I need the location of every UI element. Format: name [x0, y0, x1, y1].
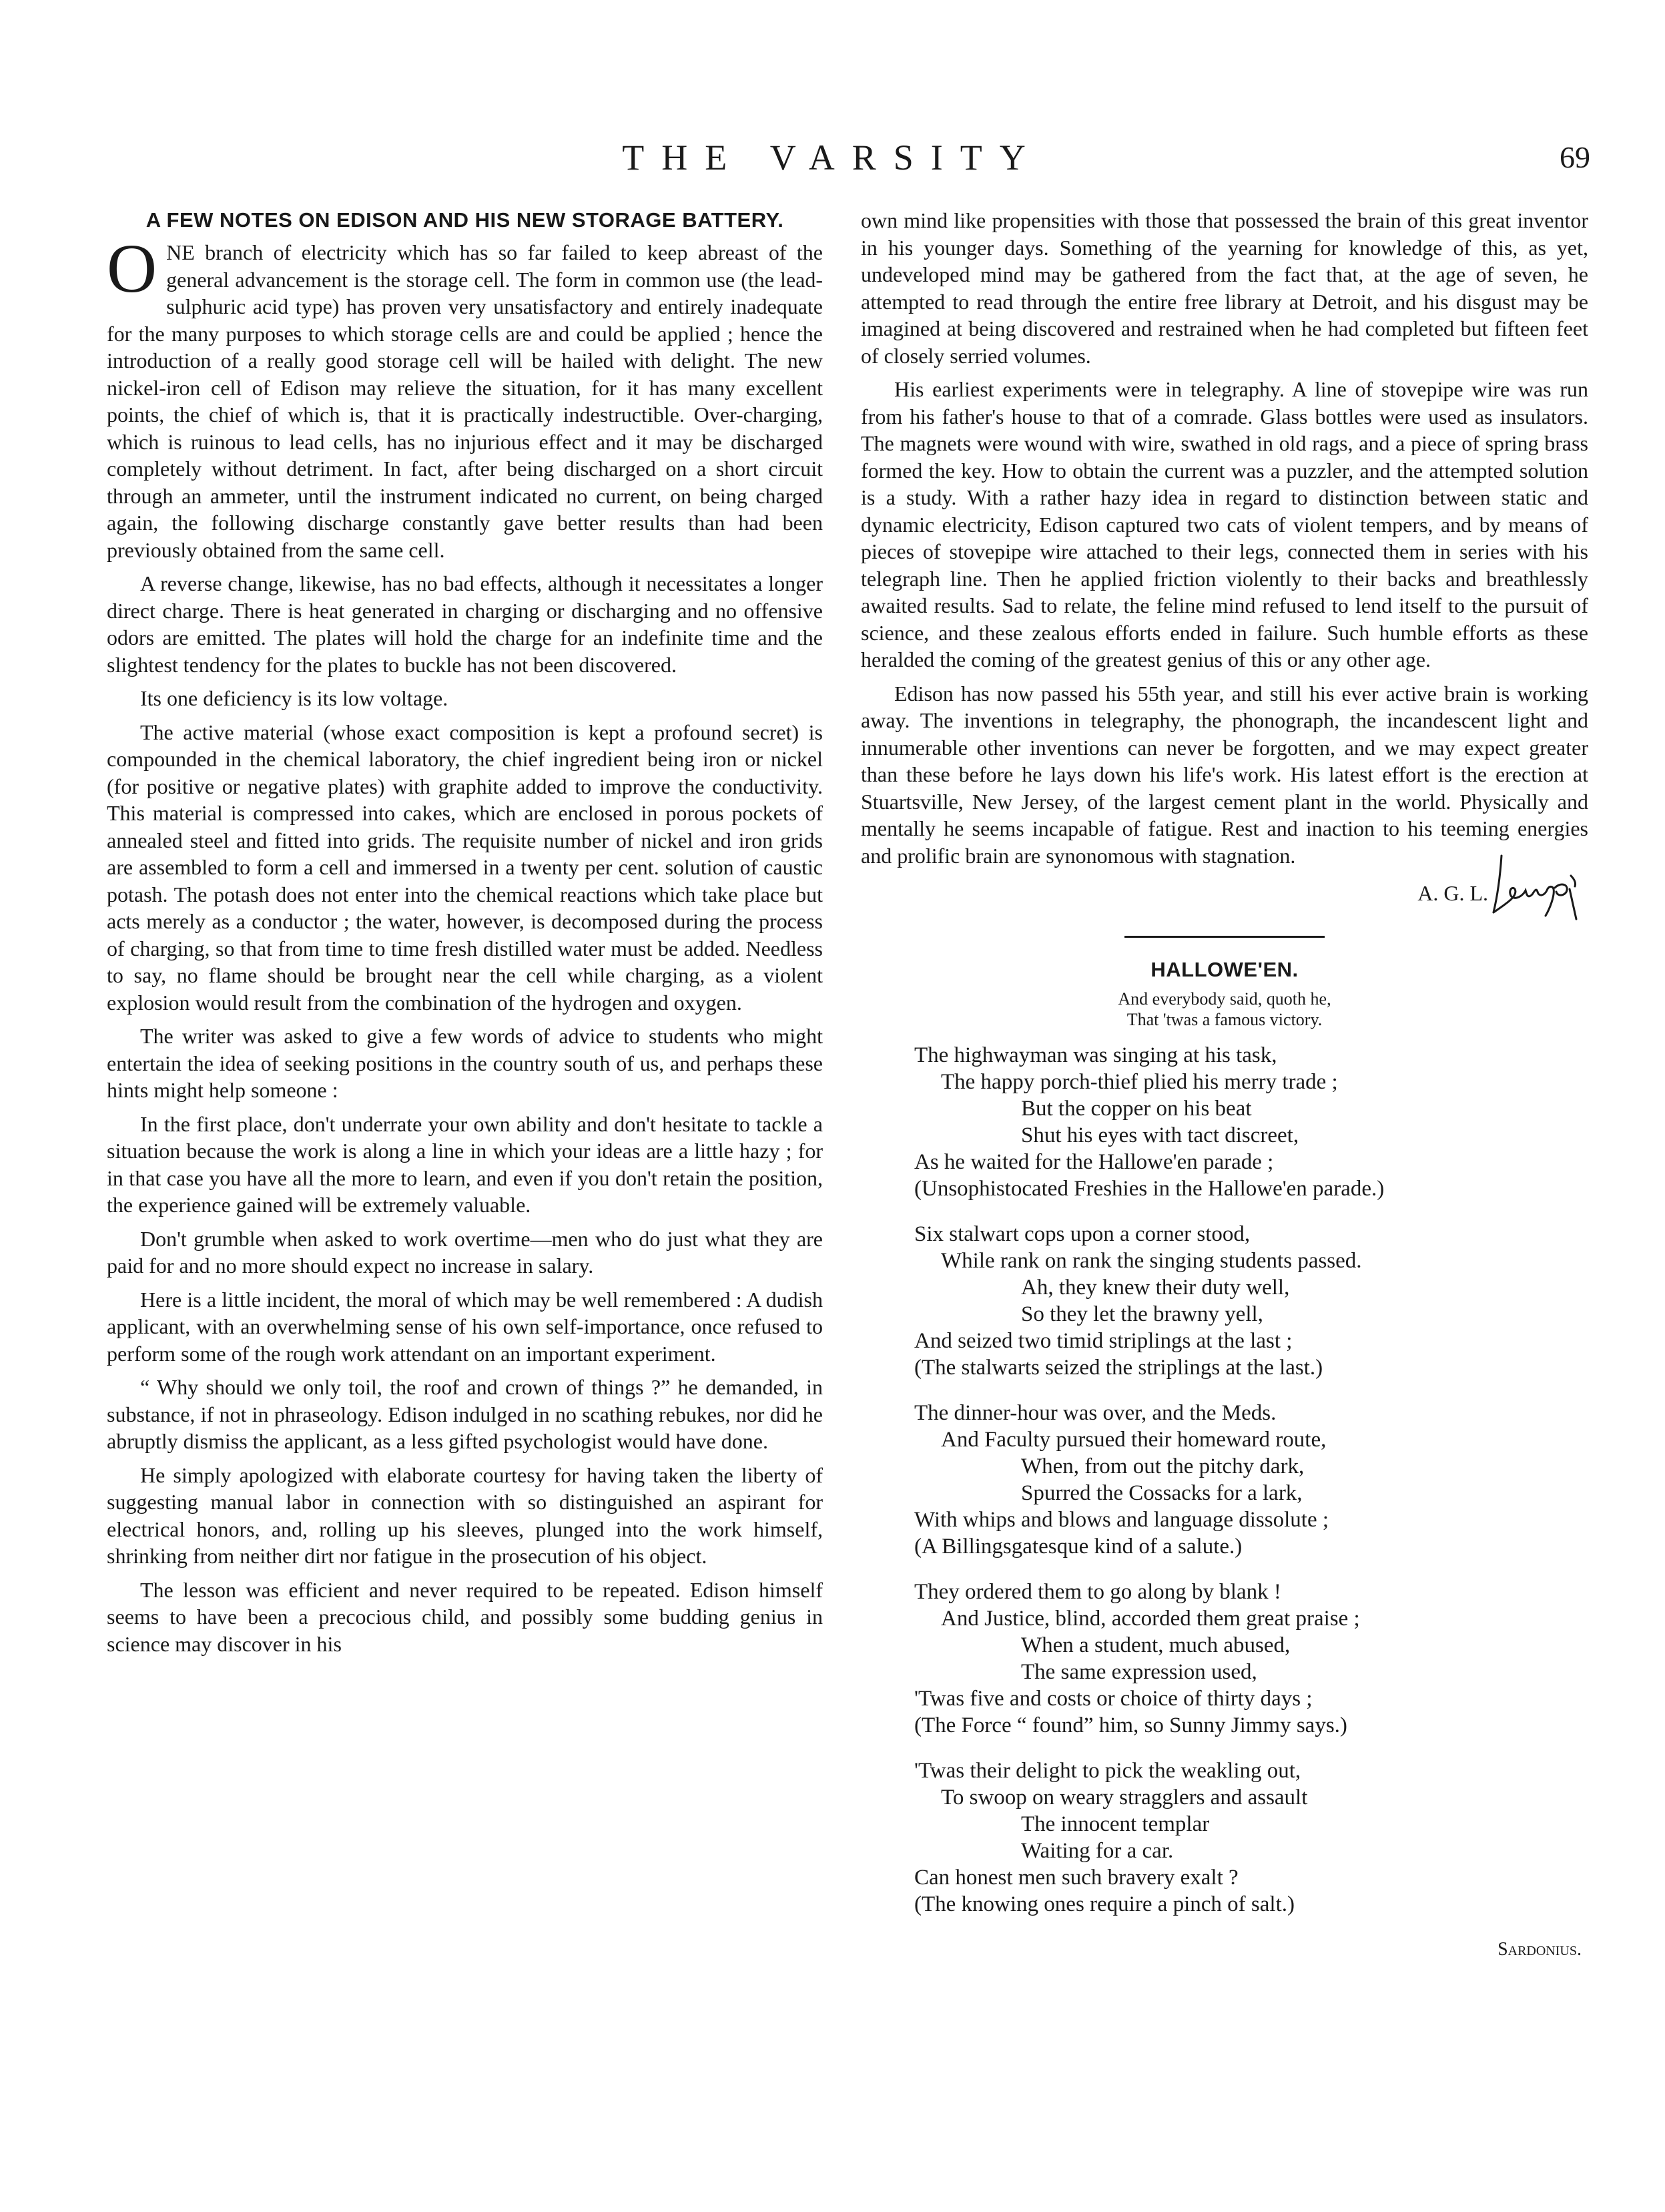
article-paragraph: “ Why should we only toil, the roof and crown of things ?” he demanded, in substance, if not in phraseology. Edison indulged in no scathing rebukes, nor did he abruptly dismiss the applicant, as a less gifted psychologist would have done. — [107, 1375, 823, 1453]
poem-epigraph — [861, 989, 1588, 1030]
section-divider — [1124, 936, 1325, 938]
article-paragraph: He simply apologized with elaborate courtesy for having taken the liberty of suggesting manual labor in connection with so distinguished an aspirant for electrical honors, and, rolling up his sleeves, plunged into the work himself, shrinking from neither dirt nor fatigue in the prosecution of his object. — [107, 1462, 823, 1568]
poem-line: While rank on rank the singing students passed. — [941, 1249, 1362, 1273]
poem-line: 'Twas five and costs or choice of thirty days ; — [914, 1687, 1313, 1711]
handwritten-signature-icon — [1488, 849, 1582, 922]
poem-line: (The knowing ones require a pinch of salt.) — [914, 1892, 1295, 1916]
poem-line: And Justice, blind, accorded them great praise ; — [941, 1607, 1360, 1631]
article-signature — [861, 876, 1588, 916]
poem-line: The same expression used, — [1021, 1660, 1257, 1684]
first-paragraph-text: NE branch of electricity which has so far failed to keep abreast of the general advancement is the storage cell. The form in common use (the lead-sulphuric acid type) has proven very unsatisfactory and entirely inadequate for the many purposes to which storage cells are and could be applied ; hence the introduction of a really good storage cell will be hailed with delight. The new nickel-iron cell of Edison may relieve the situation, for it has many excellent points, the chief of which is, that it is practically indestructible. Over-charging, which is ruinous to lead cells, has no injurious effect and it may be discharged completely without detriment. In fact, after being discharged on a short circuit through an ammeter, until the instrument indicated no current, on being charged again, the following discharge constantly gave better results than had been previously obtained from the same cell. — [107, 240, 823, 562]
poem-line: (The Force “ found” him, so Sunny Jimmy says.) — [914, 1713, 1347, 1737]
poem-stanza — [914, 1757, 1588, 1918]
poem-line: When a student, much abused, — [1021, 1633, 1291, 1657]
article-paragraph: Don't grumble when asked to work overtime—men who do just what they are paid for and no more should expect no increase in salary. — [107, 1226, 823, 1278]
poem-line: The dinner-hour was over, and the Meds. — [914, 1401, 1277, 1425]
left-column — [107, 207, 823, 1664]
poem-line: When, from out the pitchy dark, — [1021, 1454, 1305, 1478]
drop-cap: O — [107, 230, 157, 307]
article-first-paragraph — [107, 230, 823, 563]
article-paragraph: The writer was asked to give a few words of advice to students who might entertain the idea of seeking positions in the country south of us, and perhaps these hints might help someone : — [107, 1024, 823, 1102]
article-paragraph: Edison has now passed his 55th year, and still his ever active brain is working away. The inventions in telegraphy, the phonograph, the incandescent light and innumerable other inventions can never be forgotten, and we may expect greater than these before he lays down his life's work. His latest effort is the erection at Stuartsville, New Jersey, of the largest cement plant in the world. Physically and mentally he seems incapable of fatigue. Rest and inaction to his teeming energies and prolific brain are synonomous with stagnation. — [861, 681, 1588, 868]
poem-line: And seized two timid striplings at the last ; — [914, 1329, 1293, 1353]
signature-initials: A. G. L. — [1417, 881, 1488, 905]
right-column — [861, 207, 1588, 1964]
poem-line: 'Twas their delight to pick the weakling out, — [914, 1759, 1301, 1783]
poem-title: HALLOWE'EN. — [1150, 958, 1299, 981]
article-paragraph: Here is a little incident, the moral of which may be well remembered : A dudish applicant, with an overwhelming sense of his own self-importance, once refused to perform some of the rough work attendant on an important experiment. — [107, 1287, 823, 1366]
poem-line: Can honest men such bravery exalt ? — [914, 1866, 1239, 1890]
poem-line: And Faculty pursued their homeward route, — [941, 1428, 1327, 1452]
poem-line: To swoop on weary stragglers and assault — [941, 1785, 1308, 1810]
article-paragraph: A reverse change, likewise, has no bad effects, although it necessitates a longer direct charge. There is heat generated in charging or discharging and no offensive odors are emitted. The plates will hold the charge for an indefinite time and the slightest tendency for the plates to buckle has not been discovered. — [107, 571, 823, 677]
poem-line: Shut his eyes with tact discreet, — [1021, 1123, 1299, 1147]
poem-line: Six stalwart cops upon a corner stood, — [914, 1222, 1251, 1246]
poem-line: The happy porch-thief plied his merry trade ; — [941, 1070, 1338, 1094]
poem-stanza — [914, 1400, 1588, 1560]
poem-line: The highwayman was singing at his task, — [914, 1043, 1277, 1067]
article-continuation: own mind like propensities with those that possessed the brain of this great inventor in his younger days. Something of the yearning for knowledge of this, as yet, undeveloped mind may be gathered from the fact that, at the age of seven, he attempted to read through the entire free library at Detroit, and his disgust may be imagined at being discovered and restrained when he had completed but fifteen feet of closely serried volumes. — [861, 208, 1588, 368]
poem-stanza — [914, 1042, 1588, 1202]
poem-line: As he waited for the Hallowe'en parade ; — [914, 1150, 1274, 1174]
poem-line: They ordered them to go along by blank ! — [914, 1580, 1281, 1604]
poem-stanza — [914, 1221, 1588, 1381]
poem-line: The innocent templar — [1021, 1812, 1210, 1836]
poem-line: So they let the brawny yell, — [1021, 1302, 1263, 1326]
poem-line: Spurred the Cossacks for a lark, — [1021, 1481, 1303, 1505]
epigraph-line: That 'twas a famous victory. — [1126, 1010, 1323, 1029]
poem-line: With whips and blows and language dissolute ; — [914, 1508, 1329, 1532]
poem-stanza — [914, 1579, 1588, 1739]
article-paragraph: His earliest experiments were in telegraphy. A line of stovepipe wire was run from his father's house to that of a comrade. Glass bottles were used as insulators. The magnets were wound with wire, swathed in old rags, and a piece of spring brass formed the key. How to obtain the current was a puzzler, and the attempted solution is a study. With a rather hazy idea in regard to distinction between static and dynamic electricity, Edison captured two cats of violent tempers, and by means of pieces of stovepipe wire attached to their legs, connected them in series with his telegraph line. Then he applied friction violently to their backs and breathlessly awaited results. Sad to relate, the feline mind refused to lend itself to the pursuit of science, and these zealous efforts ended in failure. Such humble efforts as these heralded the coming of the greatest genius of this or any other age. — [861, 377, 1588, 671]
poem-line: (The stalwarts seized the striplings at the last.) — [914, 1356, 1323, 1380]
poem-line: Waiting for a car. — [1021, 1839, 1174, 1863]
poem-line: But the copper on his beat — [1021, 1097, 1252, 1121]
poem-body — [914, 1042, 1588, 1918]
article-paragraph: Its one deficiency is its low voltage. — [140, 686, 448, 710]
masthead — [0, 137, 1665, 190]
page-number: 69 — [1560, 140, 1590, 174]
poem-line: (A Billingsgatesque kind of a salute.) — [914, 1535, 1243, 1559]
article-title: A FEW NOTES ON EDISON AND HIS NEW STORAGE BATTERY. — [145, 208, 784, 232]
poem-line: (Unsophistocated Freshies in the Hallowe'en parade.) — [914, 1177, 1385, 1201]
journal-title: THE VARSITY — [622, 137, 1043, 178]
article-paragraph: In the first place, don't underrate your own ability and don't hesitate to tackle a situation because the work is along a line in which your ideas are a little hazy ; for in that case you have all the more to learn, and even if you don't retain the position, the experience gained will be extremely valuable. — [107, 1111, 823, 1217]
article-paragraph: The lesson was efficient and never required to be repeated. Edison himself seems to have been a precocious child, and possibly some budding genius in science may discover in his — [107, 1577, 823, 1656]
epigraph-line: And everybody said, quoth he, — [1118, 989, 1331, 1009]
poem-author: Sardonius. — [1497, 1939, 1582, 1960]
article-paragraph: The active material (whose exact composition is kept a profound secret) is compounded in the chemical laboratory, the chief ingredient being iron or nickel (for positive or negative plates) with graphite added to improve the conductivity. This material is compressed into cakes, which are enclosed in porous pockets of annealed steel and fitted into grids. The requisite number of nickel and iron grids are assembled to form a cell and immersed in a twenty per cent. solution of caustic potash. The potash does not enter into the chemical reactions which take place but acts merely as a conductor ; the water, however, is decomposed during the process of charging, so that from time to time fresh distilled water must be added. Needless to say, no flame should be brought near the cell while charging, as a violent explosion would result from the combination of the hydrogen and oxygen. — [107, 720, 823, 1015]
poem-line: Ah, they knew their duty well, — [1021, 1276, 1290, 1300]
